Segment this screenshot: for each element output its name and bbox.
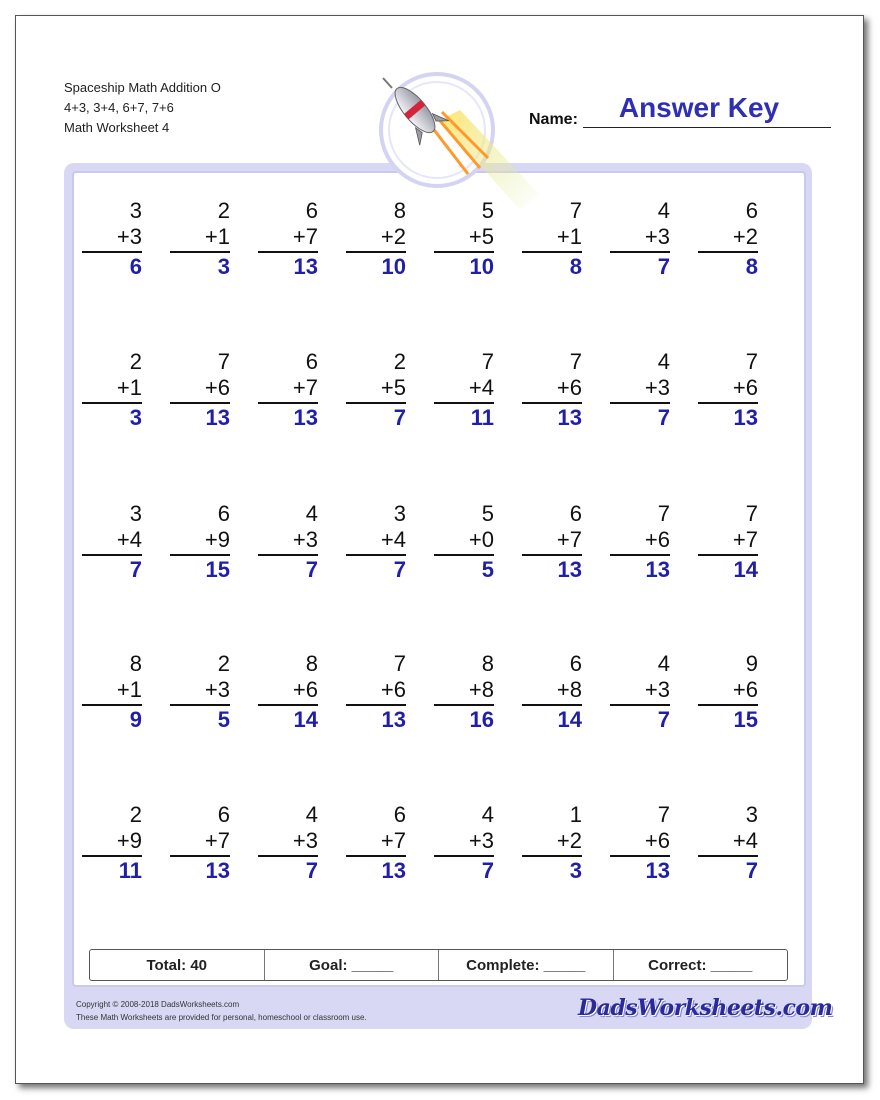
addition-problem	[170, 651, 230, 733]
answer: 7	[393, 557, 406, 582]
answer: 10	[381, 254, 406, 279]
addition-problem	[346, 349, 406, 431]
score-complete: Complete: _____	[438, 950, 613, 980]
addend-top: 6	[217, 501, 230, 526]
addition-problem	[610, 802, 670, 884]
answer: 7	[129, 557, 142, 582]
addend-bottom: +6	[698, 375, 758, 404]
addend-top: 4	[305, 501, 318, 526]
answer: 7	[305, 858, 318, 883]
addend-top: 4	[657, 651, 670, 676]
addend-bottom: +1	[82, 375, 142, 404]
answer: 3	[129, 405, 142, 430]
addition-problem	[434, 501, 494, 583]
answer: 16	[469, 707, 494, 732]
addend-top: 2	[129, 349, 142, 374]
addition-problem	[698, 349, 758, 431]
answer: 13	[293, 405, 318, 430]
addend-top: 8	[481, 651, 494, 676]
addend-bottom: +5	[346, 375, 406, 404]
addition-problem	[258, 198, 318, 280]
addition-problem	[170, 198, 230, 280]
addend-bottom: +7	[346, 828, 406, 857]
addend-bottom: +6	[170, 375, 230, 404]
addition-problem	[258, 651, 318, 733]
answer: 14	[733, 557, 758, 582]
addend-top: 2	[129, 802, 142, 827]
answer: 15	[733, 707, 758, 732]
answer: 3	[217, 254, 230, 279]
addend-top: 3	[129, 501, 142, 526]
addend-bottom: +9	[82, 828, 142, 857]
addend-bottom: +4	[698, 828, 758, 857]
addend-top: 2	[393, 349, 406, 374]
addend-top: 1	[569, 802, 582, 827]
usage-notice: These Math Worksheets are provided for personal, homeschool or classroom use.	[76, 1013, 367, 1022]
addend-bottom: +4	[82, 527, 142, 556]
addition-problem	[82, 651, 142, 733]
addend-bottom: +7	[170, 828, 230, 857]
addition-problem	[346, 802, 406, 884]
addend-bottom: +5	[434, 224, 494, 253]
addition-problem	[610, 198, 670, 280]
addend-top: 9	[745, 651, 758, 676]
addition-problem	[346, 198, 406, 280]
addend-top: 6	[305, 349, 318, 374]
answer: 5	[481, 557, 494, 582]
addition-problem	[170, 802, 230, 884]
addend-bottom: +3	[434, 828, 494, 857]
addend-top: 2	[217, 198, 230, 223]
addend-bottom: +2	[698, 224, 758, 253]
worksheet-subtitle: Math Worksheet 4	[64, 120, 170, 135]
addend-top: 6	[217, 802, 230, 827]
answer: 13	[293, 254, 318, 279]
addend-top: 8	[393, 198, 406, 223]
addition-problem	[610, 349, 670, 431]
addition-problem	[258, 349, 318, 431]
addend-bottom: +2	[346, 224, 406, 253]
addend-bottom: +8	[434, 677, 494, 706]
addend-top: 8	[305, 651, 318, 676]
addition-problem	[610, 651, 670, 733]
addend-top: 4	[305, 802, 318, 827]
name-line	[583, 127, 831, 128]
addend-top: 8	[129, 651, 142, 676]
answer: 13	[733, 405, 758, 430]
answer: 13	[645, 858, 670, 883]
addend-bottom: +3	[258, 828, 318, 857]
answer: 5	[217, 707, 230, 732]
worksheet-facts: 4+3, 3+4, 6+7, 7+6	[64, 100, 174, 115]
addend-bottom: +3	[610, 375, 670, 404]
answer: 7	[745, 858, 758, 883]
addend-bottom: +6	[698, 677, 758, 706]
answer: 13	[205, 858, 230, 883]
addition-problem	[522, 349, 582, 431]
addend-top: 7	[657, 501, 670, 526]
addend-bottom: +3	[170, 677, 230, 706]
addend-top: 7	[481, 349, 494, 374]
addend-top: 6	[569, 651, 582, 676]
addition-problem	[522, 501, 582, 583]
worksheet-header	[64, 78, 221, 138]
addition-problem	[170, 501, 230, 583]
answer: 7	[657, 405, 670, 430]
answer: 7	[657, 707, 670, 732]
copyright-block	[76, 998, 367, 1024]
answer-key-text: Answer Key	[618, 92, 780, 123]
addition-problem	[258, 802, 318, 884]
addend-bottom: +6	[610, 828, 670, 857]
addition-problem	[434, 802, 494, 884]
addend-top: 6	[393, 802, 406, 827]
addend-bottom: +8	[522, 677, 582, 706]
answer: 7	[393, 405, 406, 430]
addend-top: 6	[305, 198, 318, 223]
addition-problem	[434, 198, 494, 280]
addition-problem	[258, 501, 318, 583]
answer: 10	[469, 254, 494, 279]
addition-problem	[346, 501, 406, 583]
addition-problem	[522, 802, 582, 884]
addition-problem	[82, 501, 142, 583]
answer: 11	[118, 858, 142, 883]
addend-top: 5	[481, 198, 494, 223]
addend-top: 4	[481, 802, 494, 827]
addend-bottom: +7	[522, 527, 582, 556]
answer: 11	[470, 405, 494, 430]
addition-problem	[698, 651, 758, 733]
addend-top: 7	[569, 349, 582, 374]
answer: 13	[205, 405, 230, 430]
addend-bottom: +6	[610, 527, 670, 556]
addend-top: 6	[569, 501, 582, 526]
addend-bottom: +2	[522, 828, 582, 857]
answer: 7	[305, 557, 318, 582]
addend-bottom: +3	[258, 527, 318, 556]
addend-top: 2	[217, 651, 230, 676]
answer: 14	[293, 707, 318, 732]
addend-bottom: +1	[170, 224, 230, 253]
answer: 13	[645, 557, 670, 582]
addend-bottom: +6	[346, 677, 406, 706]
answer: 7	[481, 858, 494, 883]
addend-top: 4	[657, 198, 670, 223]
addend-bottom: +9	[170, 527, 230, 556]
addend-top: 7	[569, 198, 582, 223]
addend-top: 4	[657, 349, 670, 374]
addition-problem	[434, 651, 494, 733]
score-correct: Correct: _____	[613, 950, 788, 980]
addend-bottom: +4	[346, 527, 406, 556]
addition-problem	[346, 651, 406, 733]
answer: 15	[205, 557, 230, 582]
answer: 14	[557, 707, 582, 732]
answer: 6	[129, 254, 142, 279]
addend-top: 3	[129, 198, 142, 223]
dadsworksheets-logo: DadsWorksheets.com	[578, 995, 833, 1021]
addend-bottom: +3	[610, 677, 670, 706]
addition-problem	[698, 501, 758, 583]
addition-problem	[698, 802, 758, 884]
addition-problem	[522, 651, 582, 733]
answer: 9	[129, 707, 142, 732]
addend-bottom: +1	[82, 677, 142, 706]
addition-problem	[434, 349, 494, 431]
answer: 3	[569, 858, 582, 883]
addend-bottom: +6	[522, 375, 582, 404]
addend-bottom: +0	[434, 527, 494, 556]
score-box	[89, 949, 788, 981]
answer: 8	[569, 254, 582, 279]
addend-bottom: +6	[258, 677, 318, 706]
addition-problem	[170, 349, 230, 431]
answer: 13	[557, 405, 582, 430]
addend-bottom: +3	[82, 224, 142, 253]
score-total: Total: 40	[146, 957, 208, 974]
addend-top: 7	[745, 501, 758, 526]
addend-bottom: +7	[698, 527, 758, 556]
addend-top: 7	[745, 349, 758, 374]
addend-bottom: +4	[434, 375, 494, 404]
answer: 8	[745, 254, 758, 279]
addend-top: 7	[393, 651, 406, 676]
addition-problem	[82, 198, 142, 280]
addend-top: 5	[481, 501, 494, 526]
addition-problem	[698, 198, 758, 280]
addend-bottom: +7	[258, 224, 318, 253]
addition-problem	[82, 802, 142, 884]
answer: 13	[381, 707, 406, 732]
addition-problem	[522, 198, 582, 280]
addend-top: 7	[217, 349, 230, 374]
answer: 13	[557, 557, 582, 582]
addend-bottom: +3	[610, 224, 670, 253]
name-label: Name:	[529, 111, 578, 128]
score-goal: Goal: _____	[264, 950, 439, 980]
addend-bottom: +1	[522, 224, 582, 253]
answer: 13	[381, 858, 406, 883]
answer: 7	[657, 254, 670, 279]
worksheet-title: Spaceship Math Addition O	[64, 80, 221, 95]
addend-top: 6	[745, 198, 758, 223]
addition-problem	[610, 501, 670, 583]
addend-top: 3	[745, 802, 758, 827]
addition-problem	[82, 349, 142, 431]
copyright-text: Copyright © 2008-2018 DadsWorksheets.com	[76, 1000, 240, 1009]
addend-top: 3	[393, 501, 406, 526]
addend-top: 7	[657, 802, 670, 827]
addend-bottom: +7	[258, 375, 318, 404]
